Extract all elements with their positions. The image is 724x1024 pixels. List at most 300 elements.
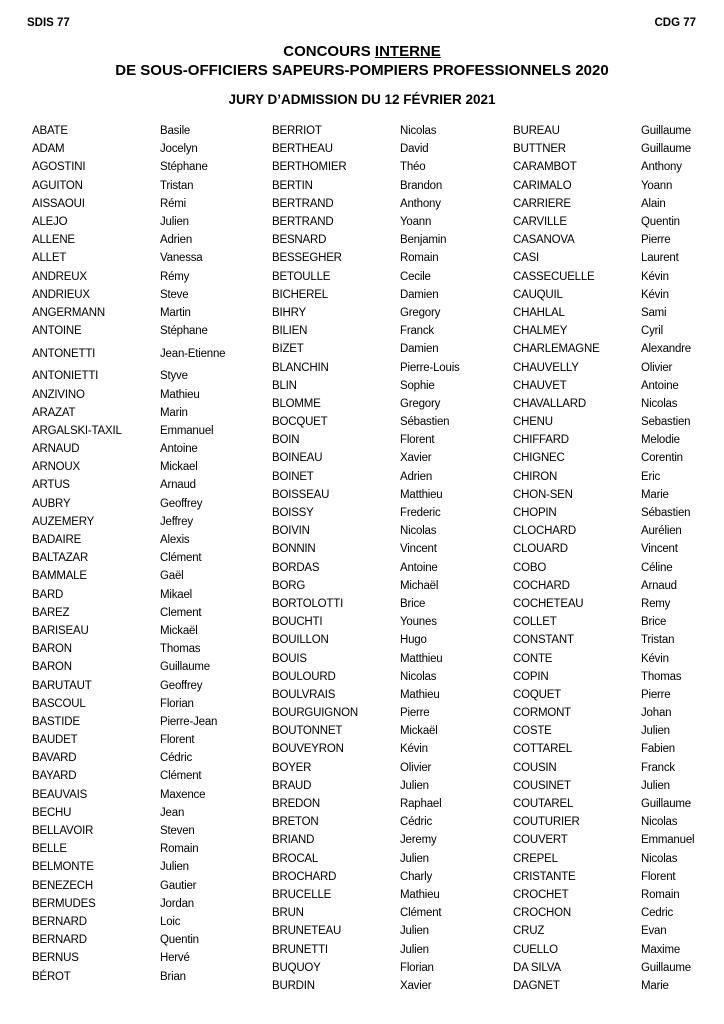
first-name: Mathieu (160, 388, 200, 401)
title-line-2: DE SOUS-OFFICIERS SAPEURS-POMPIERS PROFESSIONNELS 2020 (115, 62, 609, 79)
last-name: BELMONTE (32, 861, 94, 874)
list-item (513, 377, 724, 395)
last-name: CLOUARD (513, 543, 568, 556)
first-name: Gregory (400, 397, 441, 410)
last-name: BRAUD (272, 779, 312, 792)
last-name: BORDAS (272, 561, 320, 574)
last-name: BORG (272, 579, 306, 592)
first-name: Nicolas (641, 397, 678, 410)
first-name: Tristan (160, 179, 194, 192)
first-name: Geoffrey (160, 679, 203, 692)
last-name: ABATE (32, 125, 68, 138)
first-name: Florent (160, 734, 195, 747)
first-name: Xavier (400, 979, 432, 992)
last-name: BOIVIN (272, 525, 310, 538)
list-item (513, 977, 724, 995)
last-name: BLANCHIN (272, 361, 329, 374)
first-name: Olivier (641, 361, 673, 374)
last-name: BOISSEAU (272, 488, 330, 501)
last-name: CORMONT (513, 707, 572, 720)
list-item (513, 304, 724, 322)
list-item (272, 850, 502, 868)
list-item (272, 777, 502, 795)
first-name: Anthony (400, 197, 441, 210)
last-name: BERTRAND (272, 216, 334, 229)
last-name: BOURGUIGNON (272, 707, 358, 720)
last-name: CAUQUIL (513, 288, 563, 301)
list-item (32, 268, 262, 286)
last-name: CHOPIN (513, 507, 557, 520)
list-item (272, 722, 502, 740)
list-item (513, 940, 724, 958)
last-name: COUSIN (513, 761, 557, 774)
first-name: Nicolas (400, 125, 437, 138)
last-name: CHIRON (513, 470, 558, 483)
list-item (272, 213, 502, 231)
first-name: Mickaël (400, 725, 438, 738)
list-item (272, 486, 502, 504)
list-item (32, 877, 262, 895)
last-name: BASCOUL (32, 697, 86, 710)
last-name: ALEJO (32, 216, 68, 229)
list-item (513, 649, 724, 667)
first-name: Antoine (641, 379, 679, 392)
last-name: CROCHON (513, 907, 572, 920)
last-name: BERTHOMIER (272, 161, 347, 174)
first-name: Pierre (641, 688, 671, 701)
list-item (32, 531, 262, 549)
first-name: Brian (160, 970, 186, 983)
list-item (513, 795, 724, 813)
list-item (272, 231, 502, 249)
list-item (32, 749, 262, 767)
last-name: COBO (513, 561, 547, 574)
first-name: Matthieu (400, 488, 443, 501)
last-name: CHIFFARD (513, 434, 569, 447)
list-item (32, 695, 262, 713)
first-name: Olivier (400, 761, 432, 774)
last-name: COSTE (513, 725, 552, 738)
last-name: BAYARD (32, 770, 77, 783)
first-name: Sébastien (641, 507, 691, 520)
list-item (513, 886, 724, 904)
last-name: ARNOUX (32, 461, 81, 474)
first-name: Yoann (400, 216, 432, 229)
list-item (513, 358, 724, 376)
list-item (513, 340, 724, 358)
list-item (513, 195, 724, 213)
last-name: BROCAL (272, 852, 319, 865)
last-name: BRUNETTI (272, 943, 328, 956)
first-name: Remy (641, 597, 671, 610)
first-name: Julien (400, 852, 429, 865)
first-name: Xavier (400, 452, 432, 465)
list-item (272, 304, 502, 322)
list-item (272, 522, 502, 540)
list-item (32, 767, 262, 785)
first-name: Brice (641, 616, 667, 629)
list-item (272, 886, 502, 904)
list-item (272, 868, 502, 886)
first-name: Gregory (400, 306, 441, 319)
list-item (272, 668, 502, 686)
first-name: Michaël (400, 579, 439, 592)
list-item (272, 740, 502, 758)
list-item (32, 476, 262, 494)
first-name: Emmanuel (160, 424, 214, 437)
last-name: BERNARD (32, 934, 87, 947)
first-name: Benjamin (400, 234, 447, 247)
last-name: BARISEAU (32, 624, 89, 637)
last-name: BELLAVOIR (32, 825, 94, 838)
list-item (513, 231, 724, 249)
first-name: Sebastien (641, 416, 691, 429)
last-name: BAMMALE (32, 570, 87, 583)
first-name: Jeffrey (160, 515, 193, 528)
last-name: COTTAREL (513, 743, 572, 756)
first-name: Tristan (641, 634, 675, 647)
list-item (32, 513, 262, 531)
last-name: BARD (32, 588, 64, 601)
list-item (513, 449, 724, 467)
list-item (32, 249, 262, 267)
first-name: Florent (400, 434, 435, 447)
first-name: Corentin (641, 452, 683, 465)
first-name: Antoine (160, 443, 198, 456)
last-name: BENEZECH (32, 879, 94, 892)
first-name: Julien (160, 216, 189, 229)
list-item (513, 813, 724, 831)
list-item (32, 231, 262, 249)
list-item (32, 177, 262, 195)
list-item (272, 340, 502, 358)
list-item (272, 286, 502, 304)
last-name: ANDREUX (32, 270, 87, 283)
last-name: CHIGNEC (513, 452, 565, 465)
list-item (32, 286, 262, 304)
first-name: Adrien (160, 234, 193, 247)
last-name: CARRIERE (513, 197, 571, 210)
first-name: Cedric (641, 907, 674, 920)
list-item (513, 577, 724, 595)
first-name: Hervé (160, 952, 190, 965)
first-name: Evan (641, 925, 667, 938)
list-item (272, 540, 502, 558)
last-name: BOUILLON (272, 634, 329, 647)
first-name: Sébastien (400, 416, 450, 429)
last-name: COUSINET (513, 779, 571, 792)
list-item (32, 213, 262, 231)
list-item (272, 759, 502, 777)
last-name: BADAIRE (32, 534, 82, 547)
last-name: BOYER (272, 761, 312, 774)
list-item (513, 213, 724, 231)
first-name: Jean-Etienne (160, 347, 226, 360)
last-name: BRUN (272, 907, 304, 920)
first-name: Loic (160, 915, 181, 928)
list-item (513, 268, 724, 286)
first-name: Pierre-Jean (160, 715, 218, 728)
last-name: BESSEGHER (272, 252, 342, 265)
first-name: Thomas (641, 670, 682, 683)
first-name: Vanessa (160, 252, 203, 265)
page-title (0, 42, 724, 80)
list-item (272, 922, 502, 940)
list-item (32, 586, 262, 604)
list-item (32, 195, 262, 213)
last-name: ANGERMANN (32, 306, 105, 319)
list-item (272, 377, 502, 395)
first-name: Anthony (641, 161, 682, 174)
first-name: Jocelyn (160, 143, 198, 156)
list-item (32, 567, 262, 585)
first-name: Eric (641, 470, 661, 483)
last-name: BICHEREL (272, 288, 328, 301)
last-name: ARTUS (32, 479, 70, 492)
last-name: CHAUVELLY (513, 361, 579, 374)
last-name: BASTIDE (32, 715, 80, 728)
first-name: Marie (641, 488, 669, 501)
first-name: Johan (641, 707, 672, 720)
list-item (513, 395, 724, 413)
last-name: COPIN (513, 670, 549, 683)
first-name: Romain (160, 843, 199, 856)
title-line-1 (0, 42, 724, 61)
last-name: BOCQUET (272, 416, 328, 429)
first-name: Nicolas (641, 816, 678, 829)
list-item (32, 658, 262, 676)
first-name: Nicolas (641, 852, 678, 865)
first-name: Guillaume (641, 961, 691, 974)
first-name: Gaël (160, 570, 184, 583)
last-name: BARUTAUT (32, 679, 92, 692)
first-name: Yoann (641, 179, 673, 192)
last-name: BOUTONNET (272, 725, 343, 738)
list-item (513, 468, 724, 486)
last-name: COQUET (513, 688, 561, 701)
list-item (32, 367, 262, 385)
first-name: Pierre (400, 707, 430, 720)
page-subtitle: JURY D’ADMISSION DU 12 FÉVRIER 2021 (228, 92, 496, 107)
last-name: CHAVALLARD (513, 397, 586, 410)
last-name: BORTOLOTTI (272, 597, 344, 610)
last-name: ADAM (32, 143, 65, 156)
list-item (32, 304, 262, 322)
last-name: BOULVRAIS (272, 688, 336, 701)
first-name: Brice (400, 597, 426, 610)
list-item (272, 613, 502, 631)
first-name: Clement (160, 606, 202, 619)
first-name: Rémy (160, 270, 190, 283)
list-item (513, 322, 724, 340)
first-name: Mathieu (400, 688, 440, 701)
first-name: Franck (641, 761, 675, 774)
last-name: BUQUOY (272, 961, 321, 974)
first-name: Gautier (160, 879, 197, 892)
list-item (513, 668, 724, 686)
last-name: BEAUVAIS (32, 788, 88, 801)
list-item (272, 195, 502, 213)
list-item (32, 731, 262, 749)
last-name: COUVERT (513, 834, 568, 847)
first-name: Quentin (160, 934, 199, 947)
last-name: BELLE (32, 843, 67, 856)
first-name: David (400, 143, 429, 156)
last-name: COUTURIER (513, 816, 580, 829)
first-name: Mickael (160, 461, 198, 474)
last-name: BOIN (272, 434, 300, 447)
first-name: Sami (641, 306, 667, 319)
last-name: CUELLO (513, 943, 558, 956)
list-item (513, 850, 724, 868)
last-name: CONTE (513, 652, 553, 665)
list-item (32, 640, 262, 658)
list-item (513, 777, 724, 795)
last-name: BONNIN (272, 543, 316, 556)
first-name: Florian (400, 961, 434, 974)
last-name: BRIAND (272, 834, 315, 847)
last-name: BARON (32, 661, 72, 674)
list-item (272, 577, 502, 595)
list-item (272, 140, 502, 158)
list-item (272, 449, 502, 467)
first-name: Vincent (641, 543, 678, 556)
first-name: Martin (160, 306, 191, 319)
first-name: Thomas (160, 643, 201, 656)
first-name: Kévin (400, 743, 428, 756)
name-column-1 (32, 122, 262, 986)
last-name: CRISTANTE (513, 870, 576, 883)
last-name: BUREAU (513, 125, 560, 138)
list-item (32, 404, 262, 422)
first-name: Cyril (641, 325, 663, 338)
list-item (32, 949, 262, 967)
header-bar (27, 17, 696, 29)
list-item (513, 431, 724, 449)
first-name: Styve (160, 370, 188, 383)
last-name: CASSECUELLE (513, 270, 595, 283)
first-name: Damien (400, 288, 439, 301)
list-item (272, 813, 502, 831)
last-name: COCHETEAU (513, 597, 584, 610)
list-item (32, 913, 262, 931)
first-name: Nicolas (400, 670, 437, 683)
last-name: CLOCHARD (513, 525, 576, 538)
first-name: Stéphane (160, 161, 208, 174)
last-name: CHENU (513, 416, 553, 429)
first-name: Mickaël (160, 624, 198, 637)
first-name: Melodie (641, 434, 680, 447)
first-name: Marin (160, 406, 188, 419)
first-name: Pierre-Louis (400, 361, 460, 374)
list-item (32, 440, 262, 458)
first-name: Rémi (160, 197, 187, 210)
first-name: Guillaume (641, 143, 691, 156)
first-name: Florent (641, 870, 676, 883)
last-name: CARVILLE (513, 216, 567, 229)
last-name: CHON-SEN (513, 488, 573, 501)
list-item (272, 649, 502, 667)
first-name: Guillaume (160, 661, 210, 674)
title-underlined: INTERNE (374, 43, 441, 60)
first-name: Pierre (641, 234, 671, 247)
list-item (513, 740, 724, 758)
first-name: Kévin (641, 270, 669, 283)
list-item (272, 249, 502, 267)
first-name: Florian (160, 697, 194, 710)
first-name: Laurent (641, 252, 679, 265)
first-name: Cédric (400, 816, 433, 829)
last-name: ALLENE (32, 234, 75, 247)
first-name: Franck (400, 325, 434, 338)
last-name: BRUNETEAU (272, 925, 342, 938)
list-item (32, 822, 262, 840)
list-item (513, 413, 724, 431)
last-name: ANDRIEUX (32, 288, 90, 301)
header-right-label: CDG 77 (654, 17, 696, 29)
list-item (513, 686, 724, 704)
list-item (513, 959, 724, 977)
list-item (513, 613, 724, 631)
name-column-2 (272, 122, 502, 995)
last-name: BOULOURD (272, 670, 336, 683)
list-item (32, 495, 262, 513)
list-item (272, 831, 502, 849)
last-name: DAGNET (513, 979, 560, 992)
last-name: BERMUDES (32, 897, 96, 910)
first-name: Clément (160, 770, 202, 783)
list-item (32, 322, 262, 340)
list-item (32, 786, 262, 804)
last-name: COCHARD (513, 579, 570, 592)
first-name: Charly (400, 870, 433, 883)
last-name: BERTHEAU (272, 143, 333, 156)
last-name: BAVARD (32, 752, 77, 765)
last-name: AGOSTINI (32, 161, 86, 174)
first-name: Mathieu (400, 888, 440, 901)
first-name: Romain (400, 252, 439, 265)
list-item (513, 868, 724, 886)
first-name: Matthieu (400, 652, 443, 665)
first-name: Quentin (641, 216, 680, 229)
last-name: BREDON (272, 798, 321, 811)
first-name: Brandon (400, 179, 443, 192)
last-name: AISSAOUI (32, 197, 85, 210)
list-item (272, 959, 502, 977)
last-name: BIZET (272, 343, 304, 356)
list-item (272, 504, 502, 522)
first-name: Mikael (160, 588, 193, 601)
list-item (32, 122, 262, 140)
list-item (272, 122, 502, 140)
last-name: BERRIOT (272, 125, 322, 138)
last-name: CASI (513, 252, 540, 265)
list-item (32, 604, 262, 622)
list-item (513, 177, 724, 195)
list-item (513, 722, 724, 740)
first-name: Maxime (641, 943, 681, 956)
first-name: Guillaume (641, 798, 691, 811)
list-item (513, 631, 724, 649)
last-name: CASANOVA (513, 234, 575, 247)
first-name: Julien (400, 925, 429, 938)
list-item (32, 676, 262, 694)
last-name: CONSTANT (513, 634, 574, 647)
list-item (513, 595, 724, 613)
list-item (272, 431, 502, 449)
first-name: Jeremy (400, 834, 437, 847)
last-name: BECHU (32, 806, 72, 819)
